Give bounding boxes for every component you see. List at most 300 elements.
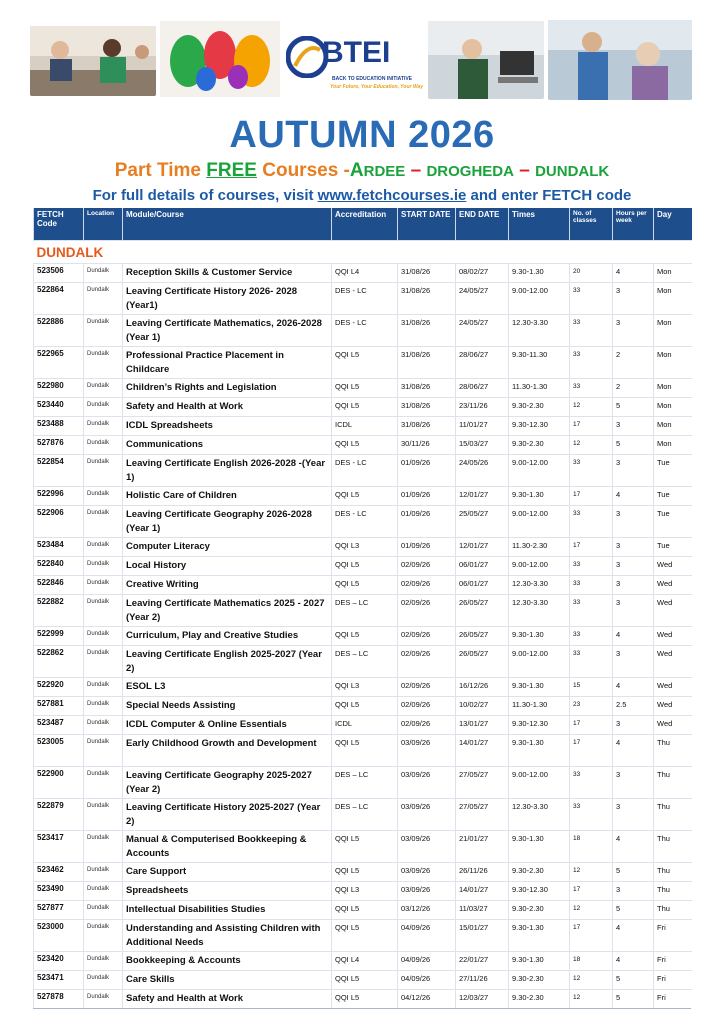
- times-cell: 9.00-12.00: [509, 557, 570, 576]
- subtitle-free: FREE: [206, 160, 257, 181]
- classroom-photo: [30, 26, 156, 96]
- location-cell: Dundalk: [84, 735, 123, 767]
- times-cell: 12.30-3.30: [509, 576, 570, 595]
- start-date-cell: 03/09/26: [398, 735, 456, 767]
- times-cell: 11.30-1.30: [509, 379, 570, 398]
- end-date-cell: 24/05/26: [456, 455, 509, 487]
- table-header: [34, 208, 692, 241]
- start-date-cell: 30/11/26: [398, 436, 456, 455]
- hours-per-week-cell: 3: [613, 557, 654, 576]
- num-classes-cell: 33: [570, 315, 613, 347]
- course-name-cell: Leaving Certificate History 2026- 2028 (Year1): [123, 283, 332, 315]
- start-date-cell: 01/09/26: [398, 506, 456, 538]
- table-row: [34, 264, 692, 283]
- fetch-code-cell: 523490: [34, 882, 84, 901]
- course-name-cell: Leaving Certificate Geography 2026-2028 (Year 1): [123, 506, 332, 538]
- table-row: [34, 538, 692, 557]
- course-name-cell: Leaving Certificate Mathematics 2025 - 2027 (Year 2): [123, 595, 332, 627]
- times-cell: 9.30-1.30: [509, 952, 570, 971]
- end-date-cell: 27/11/26: [456, 971, 509, 990]
- num-classes-cell: 17: [570, 417, 613, 436]
- hours-per-week-cell: 4: [613, 264, 654, 283]
- times-cell: 9.30-1.30: [509, 487, 570, 506]
- times-cell: 9.30-12.30: [509, 716, 570, 735]
- end-date-cell: 11/01/27: [456, 417, 509, 436]
- table-row: [34, 455, 692, 487]
- fetch-code-cell: 522920: [34, 678, 84, 697]
- table-row: [34, 697, 692, 716]
- num-classes-cell: 12: [570, 971, 613, 990]
- day-cell: Thu: [654, 882, 692, 901]
- num-classes-cell: 17: [570, 538, 613, 557]
- end-date-cell: 15/01/27: [456, 920, 509, 952]
- accreditation-cell: QQI L3: [332, 538, 398, 557]
- accreditation-cell: QQI L5: [332, 436, 398, 455]
- subtitle-dundalk: DUNDALK: [535, 163, 610, 180]
- col-header-end: END DATE: [456, 208, 509, 241]
- start-date-cell: 31/08/26: [398, 315, 456, 347]
- course-name-cell: Reception Skills & Customer Service: [123, 264, 332, 283]
- day-cell: Tue: [654, 455, 692, 487]
- accreditation-cell: DES - LC: [332, 315, 398, 347]
- accreditation-cell: QQI L5: [332, 863, 398, 882]
- location-cell: Dundalk: [84, 627, 123, 646]
- start-date-cell: 01/09/26: [398, 538, 456, 557]
- accreditation-cell: QQI L5: [332, 487, 398, 506]
- start-date-cell: 04/09/26: [398, 971, 456, 990]
- day-cell: Mon: [654, 315, 692, 347]
- fetch-code-cell: 522882: [34, 595, 84, 627]
- course-name-cell: Curriculum, Play and Creative Studies: [123, 627, 332, 646]
- location-cell: Dundalk: [84, 882, 123, 901]
- end-date-cell: 15/03/27: [456, 436, 509, 455]
- location-cell: Dundalk: [84, 557, 123, 576]
- accreditation-cell: QQI L5: [332, 831, 398, 863]
- table-row: [34, 678, 692, 697]
- fetch-code-cell: 522965: [34, 347, 84, 379]
- table-row: [34, 990, 692, 1009]
- hours-per-week-cell: 5: [613, 436, 654, 455]
- location-cell: Dundalk: [84, 678, 123, 697]
- hours-per-week-cell: 5: [613, 398, 654, 417]
- start-date-cell: 02/09/26: [398, 697, 456, 716]
- subtitle-part-time: Part Time: [114, 160, 207, 181]
- logo-tagline: Your Future, Your Education, Your Way: [330, 84, 424, 90]
- location-cell: Dundalk: [84, 455, 123, 487]
- times-cell: 9.00-12.00: [509, 506, 570, 538]
- num-classes-cell: 12: [570, 398, 613, 417]
- end-date-cell: 26/05/27: [456, 646, 509, 678]
- times-cell: 9.30-12.30: [509, 417, 570, 436]
- col-header-start: START DATE: [398, 208, 456, 241]
- num-classes-cell: 12: [570, 863, 613, 882]
- fetch-code-cell: 522999: [34, 627, 84, 646]
- end-date-cell: 26/05/27: [456, 595, 509, 627]
- times-cell: 9.30-12.30: [509, 882, 570, 901]
- times-cell: 9.30-2.30: [509, 990, 570, 1009]
- course-name-cell: ESOL L3: [123, 678, 332, 697]
- course-name-cell: Leaving Certificate English 2026-2028 -(Year 1): [123, 455, 332, 487]
- day-cell: Mon: [654, 417, 692, 436]
- times-cell: 9.30-1.30: [509, 264, 570, 283]
- times-cell: 9.30-1.30: [509, 735, 570, 767]
- day-cell: Fri: [654, 952, 692, 971]
- location-cell: Dundalk: [84, 506, 123, 538]
- info-line: [0, 187, 724, 204]
- fetch-code-cell: 527877: [34, 901, 84, 920]
- hours-per-week-cell: 5: [613, 971, 654, 990]
- accreditation-cell: QQI L5: [332, 971, 398, 990]
- times-cell: 12.30-3.30: [509, 315, 570, 347]
- page-subtitle: [0, 160, 724, 182]
- accreditation-cell: DES - LC: [332, 506, 398, 538]
- fetch-code-cell: 523462: [34, 863, 84, 882]
- start-date-cell: 02/09/26: [398, 595, 456, 627]
- start-date-cell: 02/09/26: [398, 627, 456, 646]
- hours-per-week-cell: 4: [613, 487, 654, 506]
- location-cell: Dundalk: [84, 971, 123, 990]
- start-date-cell: 31/08/26: [398, 379, 456, 398]
- num-classes-cell: 17: [570, 716, 613, 735]
- subtitle-dash: –: [405, 160, 427, 181]
- num-classes-cell: 18: [570, 831, 613, 863]
- location-cell: Dundalk: [84, 920, 123, 952]
- day-cell: Thu: [654, 735, 692, 767]
- end-date-cell: 06/01/27: [456, 576, 509, 595]
- num-classes-cell: 12: [570, 990, 613, 1009]
- hours-per-week-cell: 4: [613, 735, 654, 767]
- col-header-hours: Hours per week: [613, 208, 654, 241]
- table-row: [34, 767, 692, 799]
- hours-per-week-cell: 3: [613, 315, 654, 347]
- course-name-cell: Creative Writing: [123, 576, 332, 595]
- logo-subtitle: BACK TO EDUCATION INITIATIVE: [332, 76, 412, 82]
- day-cell: Tue: [654, 538, 692, 557]
- table-row: [34, 595, 692, 627]
- fetch-courses-link[interactable]: www.fetchcourses.ie: [317, 187, 467, 204]
- section-title: DUNDALK: [34, 241, 692, 264]
- times-cell: 11.30-1.30: [509, 697, 570, 716]
- course-name-cell: Leaving Certificate History 2025-2027 (Year 2): [123, 799, 332, 831]
- table-row: [34, 863, 692, 882]
- table-row: [34, 398, 692, 417]
- hours-per-week-cell: 3: [613, 767, 654, 799]
- location-cell: Dundalk: [84, 436, 123, 455]
- course-name-cell: Professional Practice Placement in Childcare: [123, 347, 332, 379]
- day-cell: Mon: [654, 264, 692, 283]
- start-date-cell: 02/09/26: [398, 678, 456, 697]
- num-classes-cell: 23: [570, 697, 613, 716]
- times-cell: 9.00-12.00: [509, 455, 570, 487]
- table-row: [34, 487, 692, 506]
- num-classes-cell: 33: [570, 506, 613, 538]
- fetch-code-cell: 523487: [34, 716, 84, 735]
- fetch-code-cell: 523000: [34, 920, 84, 952]
- start-date-cell: 03/09/26: [398, 882, 456, 901]
- day-cell: Tue: [654, 506, 692, 538]
- day-cell: Wed: [654, 716, 692, 735]
- start-date-cell: 31/08/26: [398, 398, 456, 417]
- day-cell: Fri: [654, 920, 692, 952]
- fetch-code-cell: 523488: [34, 417, 84, 436]
- accreditation-cell: QQI L5: [332, 398, 398, 417]
- hours-per-week-cell: 3: [613, 646, 654, 678]
- accreditation-cell: QQI L5: [332, 557, 398, 576]
- end-date-cell: 22/01/27: [456, 952, 509, 971]
- times-cell: 9.30-2.30: [509, 901, 570, 920]
- end-date-cell: 25/05/27: [456, 506, 509, 538]
- num-classes-cell: 33: [570, 767, 613, 799]
- location-cell: Dundalk: [84, 487, 123, 506]
- end-date-cell: 23/11/26: [456, 398, 509, 417]
- course-name-cell: Early Childhood Growth and Development: [123, 735, 332, 767]
- hours-per-week-cell: 2: [613, 379, 654, 398]
- table-row: [34, 347, 692, 379]
- table-row: [34, 831, 692, 863]
- hours-per-week-cell: 4: [613, 831, 654, 863]
- accreditation-cell: QQI L5: [332, 697, 398, 716]
- day-cell: Mon: [654, 283, 692, 315]
- btei-logo: [286, 34, 424, 114]
- fetch-code-cell: 522854: [34, 455, 84, 487]
- course-name-cell: Communications: [123, 436, 332, 455]
- day-cell: Thu: [654, 767, 692, 799]
- day-cell: Wed: [654, 697, 692, 716]
- logo-text: BTEI: [322, 36, 391, 69]
- day-cell: Mon: [654, 436, 692, 455]
- course-table: [33, 208, 691, 1008]
- fetch-code-cell: 523484: [34, 538, 84, 557]
- hours-per-week-cell: 3: [613, 882, 654, 901]
- times-cell: 9.30-1.30: [509, 627, 570, 646]
- hours-per-week-cell: 5: [613, 990, 654, 1009]
- location-cell: Dundalk: [84, 831, 123, 863]
- start-date-cell: 04/09/26: [398, 952, 456, 971]
- col-header-course: Module/Course: [123, 208, 332, 241]
- fetch-code-cell: 522886: [34, 315, 84, 347]
- col-header-times: Times: [509, 208, 570, 241]
- page-title: AUTUMN 2026: [229, 114, 495, 156]
- fetch-code-cell: 523417: [34, 831, 84, 863]
- location-cell: Dundalk: [84, 863, 123, 882]
- end-date-cell: 08/02/27: [456, 264, 509, 283]
- course-name-cell: ICDL Computer & Online Essentials: [123, 716, 332, 735]
- num-classes-cell: 17: [570, 920, 613, 952]
- location-cell: Dundalk: [84, 417, 123, 436]
- start-date-cell: 02/09/26: [398, 576, 456, 595]
- day-cell: Wed: [654, 595, 692, 627]
- hours-per-week-cell: 3: [613, 538, 654, 557]
- end-date-cell: 14/01/27: [456, 735, 509, 767]
- course-name-cell: Care Support: [123, 863, 332, 882]
- num-classes-cell: 18: [570, 952, 613, 971]
- accreditation-cell: QQI L5: [332, 576, 398, 595]
- fetch-code-cell: 522906: [34, 506, 84, 538]
- num-classes-cell: 17: [570, 487, 613, 506]
- num-classes-cell: 20: [570, 264, 613, 283]
- course-name-cell: Leaving Certificate Geography 2025-2027 (Year 2): [123, 767, 332, 799]
- times-cell: 11.30-2.30: [509, 538, 570, 557]
- num-classes-cell: 15: [570, 678, 613, 697]
- times-cell: 9.30-2.30: [509, 971, 570, 990]
- end-date-cell: 14/01/27: [456, 882, 509, 901]
- num-classes-cell: 12: [570, 436, 613, 455]
- hours-per-week-cell: 3: [613, 283, 654, 315]
- day-cell: Wed: [654, 557, 692, 576]
- start-date-cell: 01/09/26: [398, 455, 456, 487]
- fetch-code-cell: 523005: [34, 735, 84, 767]
- location-cell: Dundalk: [84, 595, 123, 627]
- fetch-code-cell: 523506: [34, 264, 84, 283]
- subtitle-ardee-initial: A: [349, 160, 364, 181]
- accreditation-cell: DES - LC: [332, 283, 398, 315]
- start-date-cell: 03/09/26: [398, 863, 456, 882]
- times-cell: 9.00-12.00: [509, 283, 570, 315]
- start-date-cell: 03/09/26: [398, 799, 456, 831]
- course-name-cell: Special Needs Assisting: [123, 697, 332, 716]
- hours-per-week-cell: 3: [613, 595, 654, 627]
- num-classes-cell: 17: [570, 735, 613, 767]
- accreditation-cell: QQI L3: [332, 678, 398, 697]
- times-cell: 9.00-12.00: [509, 767, 570, 799]
- num-classes-cell: 33: [570, 379, 613, 398]
- start-date-cell: 01/09/26: [398, 487, 456, 506]
- table-row: [34, 417, 692, 436]
- col-header-classes: No. of classes: [570, 208, 613, 241]
- section-row: [34, 241, 692, 264]
- fetch-code-cell: 523420: [34, 952, 84, 971]
- start-date-cell: 03/09/26: [398, 767, 456, 799]
- accreditation-cell: QQI L4: [332, 952, 398, 971]
- day-cell: Fri: [654, 971, 692, 990]
- course-name-cell: Spreadsheets: [123, 882, 332, 901]
- table-row: [34, 379, 692, 398]
- num-classes-cell: 33: [570, 799, 613, 831]
- hours-per-week-cell: 3: [613, 417, 654, 436]
- end-date-cell: 24/05/27: [456, 283, 509, 315]
- location-cell: Dundalk: [84, 283, 123, 315]
- header-banner: [0, 16, 724, 111]
- location-cell: Dundalk: [84, 576, 123, 595]
- end-date-cell: 28/06/27: [456, 347, 509, 379]
- start-date-cell: 31/08/26: [398, 417, 456, 436]
- hours-per-week-cell: 3: [613, 576, 654, 595]
- course-name-cell: Manual & Computerised Bookkeeping & Accounts: [123, 831, 332, 863]
- num-classes-cell: 17: [570, 882, 613, 901]
- start-date-cell: 03/12/26: [398, 901, 456, 920]
- location-cell: Dundalk: [84, 315, 123, 347]
- day-cell: Fri: [654, 990, 692, 1009]
- day-cell: Tue: [654, 487, 692, 506]
- fetch-code-cell: 527876: [34, 436, 84, 455]
- col-header-accreditation: Accreditation: [332, 208, 398, 241]
- times-cell: 9.30-11.30: [509, 347, 570, 379]
- accreditation-cell: QQI L5: [332, 379, 398, 398]
- location-cell: Dundalk: [84, 398, 123, 417]
- table-row: [34, 506, 692, 538]
- table-row: [34, 920, 692, 952]
- subtitle-drogheda: DROGHEDA: [426, 163, 514, 180]
- hours-per-week-cell: 3: [613, 799, 654, 831]
- course-name-cell: Computer Literacy: [123, 538, 332, 557]
- end-date-cell: 24/05/27: [456, 315, 509, 347]
- table-row: [34, 799, 692, 831]
- table-row: [34, 882, 692, 901]
- hours-per-week-cell: 4: [613, 952, 654, 971]
- num-classes-cell: 33: [570, 347, 613, 379]
- end-date-cell: 12/01/27: [456, 487, 509, 506]
- day-cell: Mon: [654, 379, 692, 398]
- end-date-cell: 21/01/27: [456, 831, 509, 863]
- start-date-cell: 03/09/26: [398, 831, 456, 863]
- accreditation-cell: QQI L4: [332, 264, 398, 283]
- end-date-cell: 26/05/27: [456, 627, 509, 646]
- hours-per-week-cell: 3: [613, 716, 654, 735]
- table-row: [34, 315, 692, 347]
- hours-per-week-cell: 5: [613, 863, 654, 882]
- location-cell: Dundalk: [84, 767, 123, 799]
- table-row: [34, 557, 692, 576]
- info-suffix: and enter FETCH code: [466, 187, 632, 204]
- course-name-cell: Safety and Health at Work: [123, 990, 332, 1009]
- end-date-cell: 10/02/27: [456, 697, 509, 716]
- fetch-code-cell: 522996: [34, 487, 84, 506]
- course-name-cell: Safety and Health at Work: [123, 398, 332, 417]
- end-date-cell: 13/01/27: [456, 716, 509, 735]
- accreditation-cell: QQI L5: [332, 627, 398, 646]
- fetch-code-cell: 523440: [34, 398, 84, 417]
- table-row: [34, 716, 692, 735]
- fetch-code-cell: 527878: [34, 990, 84, 1009]
- table-row: [34, 971, 692, 990]
- start-date-cell: 31/08/26: [398, 264, 456, 283]
- start-date-cell: 02/09/26: [398, 646, 456, 678]
- start-date-cell: 02/09/26: [398, 557, 456, 576]
- num-classes-cell: 12: [570, 901, 613, 920]
- num-classes-cell: 33: [570, 576, 613, 595]
- times-cell: 9.30-2.30: [509, 436, 570, 455]
- course-name-cell: Leaving Certificate English 2025-2027 (Year 2): [123, 646, 332, 678]
- times-cell: 9.00-12.00: [509, 646, 570, 678]
- fetch-code-cell: 522864: [34, 283, 84, 315]
- day-cell: Thu: [654, 799, 692, 831]
- fetch-code-cell: 522840: [34, 557, 84, 576]
- fetch-code-cell: 522980: [34, 379, 84, 398]
- location-cell: Dundalk: [84, 799, 123, 831]
- accreditation-cell: QQI L3: [332, 882, 398, 901]
- day-cell: Wed: [654, 576, 692, 595]
- end-date-cell: 27/05/27: [456, 799, 509, 831]
- day-cell: Thu: [654, 901, 692, 920]
- hours-per-week-cell: 3: [613, 506, 654, 538]
- fetch-code-cell: 522900: [34, 767, 84, 799]
- accreditation-cell: QQI L5: [332, 735, 398, 767]
- course-name-cell: Leaving Certificate Mathematics, 2026-2028 (Year 1): [123, 315, 332, 347]
- accreditation-cell: DES – LC: [332, 646, 398, 678]
- fetch-code-cell: 522879: [34, 799, 84, 831]
- times-cell: 12.30-3.30: [509, 595, 570, 627]
- subtitle-courses: Courses -: [256, 160, 350, 181]
- accreditation-cell: DES – LC: [332, 595, 398, 627]
- course-name-cell: Local History: [123, 557, 332, 576]
- times-cell: 9.30-2.30: [509, 863, 570, 882]
- accreditation-cell: DES – LC: [332, 767, 398, 799]
- end-date-cell: 26/11/26: [456, 863, 509, 882]
- student-computer-photo: [428, 21, 544, 99]
- day-cell: Thu: [654, 863, 692, 882]
- info-prefix: For full details of courses, visit: [92, 187, 318, 204]
- times-cell: 9.30-2.30: [509, 398, 570, 417]
